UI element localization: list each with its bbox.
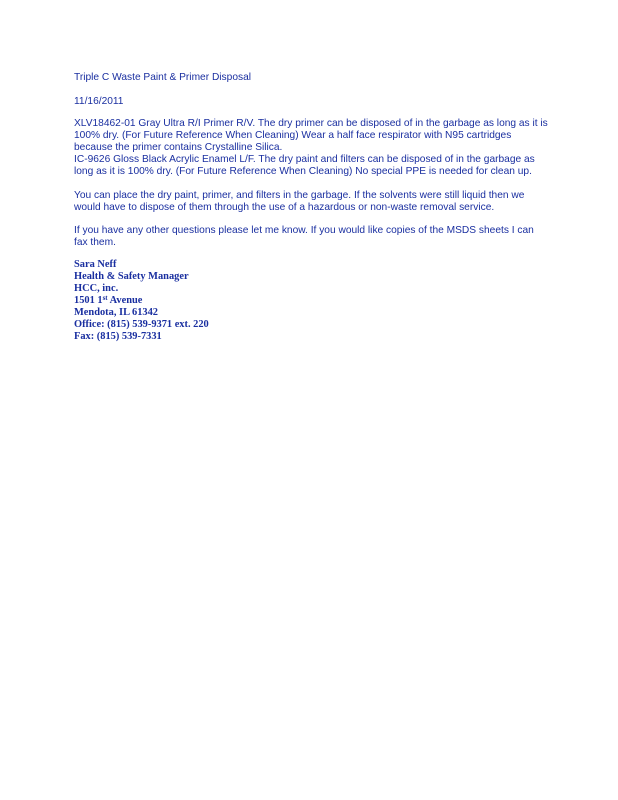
signature-office-phone: Office: (815) 539-9371 ext. 220 [74, 319, 209, 330]
signature-fax: Fax: (815) 539-7331 [74, 331, 162, 342]
paragraph-line: You can place the dry paint, primer, and filters in the garbage. If the solvents were still liquid then we [74, 190, 525, 201]
enamel-paragraph [74, 154, 564, 178]
primer-paragraph [74, 118, 564, 154]
paragraph-line: because the primer contains Crystalline Silica. [74, 142, 283, 153]
address-number: 1501 1 [74, 295, 103, 306]
signature-position: Health & Safety Manager [74, 271, 189, 282]
paragraph-line: XLV18462-01 Gray Ultra R/I Primer R/V. The dry primer can be disposed of in the garbage as long as it is [74, 118, 548, 129]
signature-city: Mendota, IL 61342 [74, 307, 158, 318]
paragraph-line: 100% dry. (For Future Reference When Cleaning) Wear a half face respirator with N95 cartridges [74, 130, 512, 141]
questions-paragraph [74, 225, 564, 249]
address-suffix: st [102, 294, 108, 302]
paragraph-line: If you have any other questions please let me know. If you would like copies of the MSDS sheets I can [74, 225, 534, 236]
paragraph-line: would have to dispose of them through the use of a hazardous or non-waste removal service. [74, 202, 495, 213]
placement-paragraph [74, 190, 564, 214]
signature-address [74, 295, 209, 307]
document-title: Triple C Waste Paint & Primer Disposal [74, 72, 252, 83]
signature-block [74, 259, 209, 343]
paragraph-line: IC-9626 Gloss Black Acrylic Enamel L/F. The dry paint and filters can be disposed of in the garbage as [74, 154, 535, 165]
signature-company: HCC, inc. [74, 283, 119, 294]
address-street: Avenue [107, 295, 143, 306]
paragraph-line: long as it is 100% dry. (For Future Reference When Cleaning) No special PPE is needed for clean up. [74, 166, 532, 177]
signature-name: Sara Neff [74, 259, 117, 270]
paragraph-line: fax them. [74, 237, 116, 248]
document-date: 11/16/2011 [74, 96, 124, 107]
